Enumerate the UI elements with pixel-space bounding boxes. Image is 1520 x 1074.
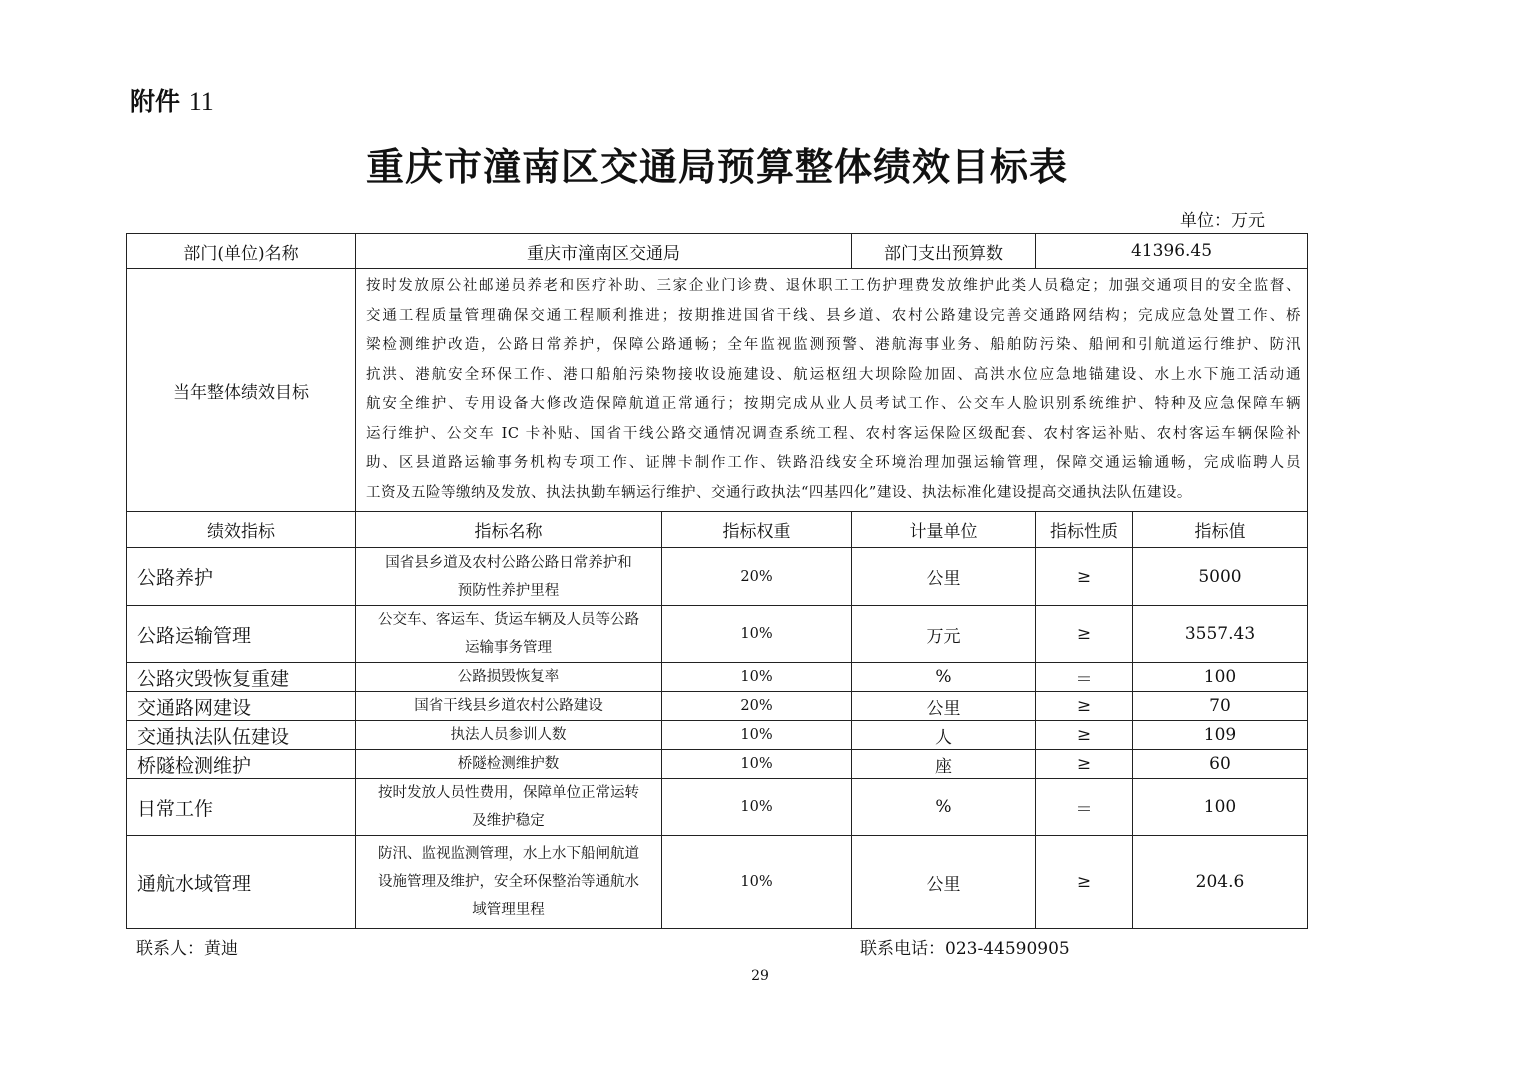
indicator-name-line: 公路损毁恢复率 xyxy=(457,669,560,685)
indicator-name-line: 国省县乡道及农村公路公路日常养护和 xyxy=(385,554,632,571)
column-header: 指标权重 xyxy=(662,512,852,548)
indicator-value: 60 xyxy=(1133,750,1308,779)
indicator-nature: ≥ xyxy=(1036,548,1133,606)
contact-person: 联系人：黄迪 xyxy=(136,939,238,959)
indicator-nature: ＝ xyxy=(1036,779,1133,836)
indicator-category: 交通执法队伍建设 xyxy=(127,721,356,750)
indicator-category: 交通路网建设 xyxy=(127,692,356,721)
column-header: 指标性质 xyxy=(1036,512,1133,548)
indicator-category: 公路养护 xyxy=(127,548,356,606)
indicator-weight: 10% xyxy=(662,836,852,929)
indicator-name-line: 及维护稳定 xyxy=(472,813,545,829)
indicator-weight: 20% xyxy=(662,692,852,721)
column-header: 指标名称 xyxy=(356,512,662,548)
indicator-unit: 人 xyxy=(852,721,1036,750)
performance-table xyxy=(126,233,1308,929)
indicator-value: 70 xyxy=(1133,692,1308,721)
goal-line: 运行维护、公交车 IC 卡补贴、国省干线公路交通情况调查系统工程、农村客运保险区级配套、农村客运补贴、农村客运车辆保险补 xyxy=(366,425,1301,442)
page-number: 29 xyxy=(751,968,769,984)
header-row xyxy=(127,234,1308,269)
indicator-nature: ≥ xyxy=(1036,692,1133,721)
contact-phone: 联系电话：023-44590905 xyxy=(860,939,1070,959)
indicator-weight: 10% xyxy=(662,779,852,836)
unit-label: 单位：万元 xyxy=(1180,211,1265,231)
indicator-name-line: 国省干线县乡道农村公路建设 xyxy=(414,698,603,714)
indicator-weight: 20% xyxy=(662,548,852,606)
indicator-name-line: 执法人员参训人数 xyxy=(450,727,567,743)
attachment-label: 附件 11 xyxy=(130,87,214,116)
indicator-weight: 10% xyxy=(662,606,852,663)
budget-label: 部门支出预算数 xyxy=(852,234,1036,269)
indicator-unit: 公里 xyxy=(852,692,1036,721)
indicator-category: 公路运输管理 xyxy=(127,606,356,663)
indicator-category: 桥隧检测维护 xyxy=(127,750,356,779)
indicator-name-line: 桥隧检测维护数 xyxy=(457,756,560,772)
indicator-name-line: 防汛、监视监测管理，水上水下船闸航道 xyxy=(378,846,639,862)
table-row xyxy=(127,692,1308,721)
indicator-name xyxy=(356,548,662,606)
indicator-unit: % xyxy=(852,779,1036,836)
indicator-nature: ≥ xyxy=(1036,836,1133,929)
indicator-unit: 公里 xyxy=(852,836,1036,929)
indicator-unit: 万元 xyxy=(852,606,1036,663)
dept-label: 部门(单位)名称 xyxy=(127,234,356,269)
goal-line: 交通工程质量管理确保交通工程顺利推进；按期推进国省干线、县乡道、农村公路建设完善交通路网结构；完成应急处置工作、桥 xyxy=(366,307,1301,324)
indicator-weight: 10% xyxy=(662,663,852,692)
column-header-row xyxy=(127,512,1308,548)
indicator-name-line: 运输事务管理 xyxy=(465,640,552,656)
indicator-unit: 座 xyxy=(852,750,1036,779)
column-header: 指标值 xyxy=(1133,512,1308,548)
page-title: 重庆市潼南区交通局预算整体绩效目标表 xyxy=(365,144,1068,189)
indicator-weight: 10% xyxy=(662,750,852,779)
dept-value: 重庆市潼南区交通局 xyxy=(356,234,852,269)
indicator-nature: ≥ xyxy=(1036,606,1133,663)
indicator-name xyxy=(356,663,662,692)
goal-line: 助、区县道路运输事务机构专项工作、证牌卡制作工作、铁路沿线安全环境治理加强运输管理，保障交通运输通畅，完成临聘人员 xyxy=(366,455,1301,471)
column-header: 绩效指标 xyxy=(127,512,356,548)
indicator-name-line: 按时发放人员性费用，保障单位正常运转 xyxy=(378,785,639,801)
table-row xyxy=(127,606,1308,663)
goal-text xyxy=(356,269,1308,512)
goal-line: 航安全维护、专用设备大修改造保障航道正常通行；按期完成从业人员考试工作、公交车人脸识别系统维护、特种及应急保障车辆 xyxy=(366,396,1301,412)
indicator-category: 公路灾毁恢复重建 xyxy=(127,663,356,692)
indicator-weight: 10% xyxy=(662,721,852,750)
indicator-value: 204.6 xyxy=(1133,836,1308,929)
table-row xyxy=(127,721,1308,750)
indicator-name-line: 域管理里程 xyxy=(472,902,545,918)
indicator-nature: ≥ xyxy=(1036,721,1133,750)
table-row xyxy=(127,548,1308,606)
indicator-name xyxy=(356,721,662,750)
indicator-value: 100 xyxy=(1133,663,1308,692)
indicator-name xyxy=(356,606,662,663)
indicator-unit: 公里 xyxy=(852,548,1036,606)
indicator-nature: ＝ xyxy=(1036,663,1133,692)
goal-line: 工资及五险等缴纳及发放、执法执勤车辆运行维护、交通行政执法“四基四化”建设、执法标准化建设提高交通执法队伍建设。 xyxy=(366,484,1192,501)
column-header: 计量单位 xyxy=(852,512,1036,548)
indicator-nature: ≥ xyxy=(1036,750,1133,779)
indicator-category: 通航水域管理 xyxy=(127,836,356,929)
goal-line: 梁检测维护改造，公路日常养护，保障公路通畅；全年监视监测预警、港航海事业务、船舶防污染、船闸和引航道运行维护、防汛 xyxy=(366,337,1301,353)
indicator-name-line: 公交车、客运车、货运车辆及人员等公路 xyxy=(378,612,639,628)
goal-line: 按时发放原公社邮递员养老和医疗补助、三家企业门诊费、退休职工工伤护理费发放维护此类人员稳定；加强交通项目的安全监督、 xyxy=(366,278,1301,294)
indicator-category: 日常工作 xyxy=(127,779,356,836)
table-row xyxy=(127,750,1308,779)
indicator-name xyxy=(356,779,662,836)
indicator-name xyxy=(356,692,662,721)
indicator-name-line: 预防性养护里程 xyxy=(457,582,560,599)
goal-line: 抗洪、港航安全环保工作、港口船舶污染物接收设施建设、航运枢纽大坝除险加固、高洪水位应急地锚建设、水上水下施工活动通 xyxy=(366,366,1301,383)
indicator-value: 100 xyxy=(1133,779,1308,836)
table-row xyxy=(127,836,1308,929)
budget-value: 41396.45 xyxy=(1036,234,1308,269)
indicator-name-line: 设施管理及维护，安全环保整治等通航水 xyxy=(378,874,639,890)
goal-row xyxy=(127,269,1308,512)
indicator-name xyxy=(356,836,662,929)
indicator-name xyxy=(356,750,662,779)
indicator-unit: % xyxy=(852,663,1036,692)
indicator-value: 3557.43 xyxy=(1133,606,1308,663)
indicator-value: 109 xyxy=(1133,721,1308,750)
indicator-value: 5000 xyxy=(1133,548,1308,606)
table-row xyxy=(127,779,1308,836)
goal-label: 当年整体绩效目标 xyxy=(127,269,356,512)
table-row xyxy=(127,663,1308,692)
